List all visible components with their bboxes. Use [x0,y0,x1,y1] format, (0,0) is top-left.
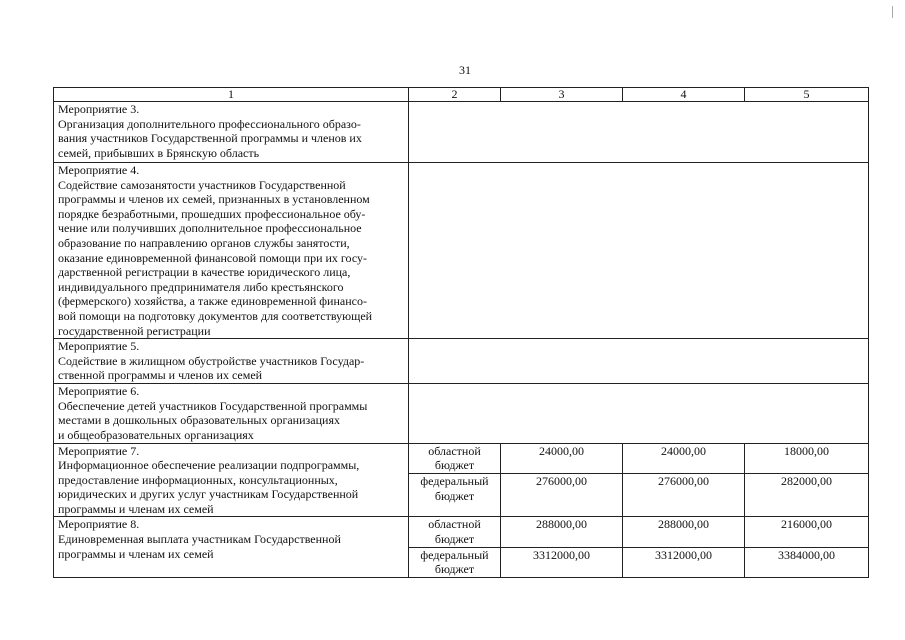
value-col-4: 288000,00 [623,517,745,547]
activity-7-description: Мероприятие 7. Информационное обеспечение реализации подпрограммы, предоставление информационных, консультационных, юридических и других услуг участникам Государственной программы и членам их семей [54,443,409,517]
activity-3-empty-cell [409,102,869,163]
table-row-activity-8-regional [54,517,869,547]
activities-table [53,87,869,578]
value-col-3: 3312000,00 [501,547,623,577]
scan-artifact [892,6,893,18]
column-header-3: 3 [501,88,623,102]
table-row-activity-5 [54,339,869,384]
activity-4-description: Мероприятие 4. Содействие самозанятости участников Государственной программы и членов их семей, признанных в установленном порядке безработными, прошедших профессиональное обу- чение или получивших дополнительное профессиональное образование по направлению органов службы занятости, оказание единовременной финансовой помощи при их госу- дарственной регистрации в качестве юридического лица, индивидуального предпринимателя либо крестьянского (фермерского) хозяйства, а также единовременной финансо- вой помощи на подготовку документов для соответствующей государственной регистрации [54,163,409,339]
column-header-5: 5 [745,88,869,102]
value-col-4: 276000,00 [623,474,745,517]
activity-5-empty-cell [409,339,869,384]
value-col-3: 24000,00 [501,443,623,474]
page-number: 31 [459,63,471,77]
activity-6-description: Мероприятие 6. Обеспечение детей участников Государственной программы местами в дошкольных образовательных организациях и общеобразовательных организациях [54,384,409,443]
value-col-4: 3312000,00 [623,547,745,577]
value-col-5: 3384000,00 [745,547,869,577]
column-header-4: 4 [623,88,745,102]
budget-label: областной бюджет [409,517,501,547]
value-col-3: 288000,00 [501,517,623,547]
table-row-activity-3 [54,102,869,163]
value-col-3: 276000,00 [501,474,623,517]
activity-3-description: Мероприятие 3. Организация дополнительного профессионального образо- вания участников Государственной программы и членов их семей, прибывших в Брянскую область [54,102,409,163]
value-col-5: 216000,00 [745,517,869,547]
table-row-activity-7-regional [54,443,869,474]
activity-4-empty-cell [409,163,869,339]
column-header-1: 1 [54,88,409,102]
budget-label: федеральный бюджет [409,474,501,517]
budget-label: областной бюджет [409,443,501,474]
value-col-4: 24000,00 [623,443,745,474]
table-row-activity-4 [54,163,869,339]
value-col-5: 18000,00 [745,443,869,474]
activity-6-empty-cell [409,384,869,443]
header-row [54,88,869,102]
activity-8-description: Мероприятие 8. Единовременная выплата участникам Государственной программы и членам их семей [54,517,409,577]
column-header-2: 2 [409,88,501,102]
activity-5-description: Мероприятие 5. Содействие в жилищном обустройстве участников Государ- ственной программы и членов их семей [54,339,409,384]
value-col-5: 282000,00 [745,474,869,517]
table-row-activity-6 [54,384,869,443]
budget-label: федеральный бюджет [409,547,501,577]
